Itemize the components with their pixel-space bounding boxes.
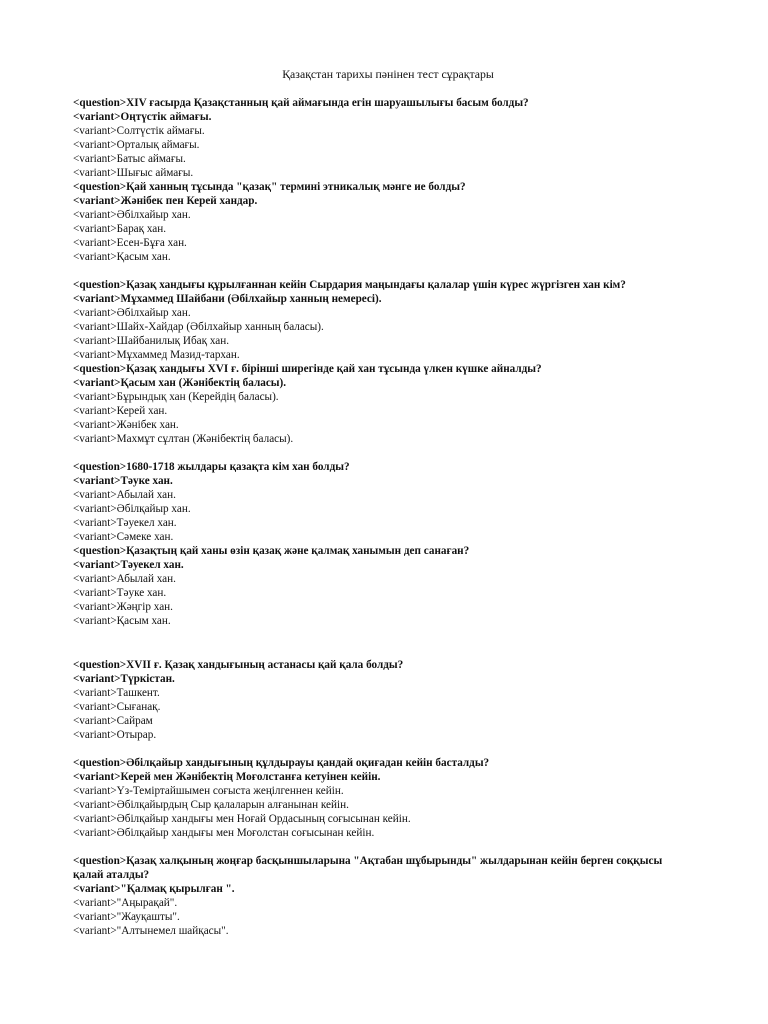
variant: <variant>Сәмеке хан. (73, 531, 174, 543)
variant: <variant>Әбілқайыр хан. (73, 503, 191, 515)
document-page (73, 66, 693, 938)
question-block (73, 180, 693, 264)
variant: <variant>Шығыс аймағы. (73, 167, 194, 179)
variant: <variant>Махмұт сұлтан (Жәнібектің баласы). (73, 433, 294, 445)
correct-answer: <variant>Тәуекел хан. (73, 559, 184, 571)
correct-answer: <variant>Жәнібек пен Керей хандар. (73, 195, 258, 207)
document-title: Қазақстан тарихы пәнінен тест сұрақтары (282, 67, 494, 81)
variant: <variant>Ташкент. (73, 687, 160, 699)
correct-answer: <variant>Керей мен Жәнібектің Моғолстанға кетуінен кейін. (73, 771, 381, 783)
variant: <variant>Әбілқайырдың Сыр қалаларын алғанынан кейін. (73, 799, 349, 811)
spacer (73, 742, 693, 756)
variant: <variant>Әбілқайыр хандығы мен Ноғай Ордасының соғысынан кейін. (73, 813, 411, 825)
variant: <variant>"Аңырақай". (73, 897, 178, 909)
variant: <variant>Әбілқайыр хандығы мен Моғолстан соғысынан кейін. (73, 827, 375, 839)
question-text: <question>Қай ханның тұсында "қазақ" термині этникалық мәнге ие болды? (73, 181, 466, 193)
variant: <variant>Сайрам (73, 715, 153, 727)
correct-answer: <variant>Мұхаммед Шайбани (Әбілхайыр ханның немересі). (73, 293, 382, 305)
spacer (73, 628, 693, 658)
variant: <variant>Мұхаммед Мазид-тархан. (73, 349, 240, 361)
question-block (73, 544, 693, 628)
spacer (73, 446, 693, 460)
variant: <variant>Қасым хан. (73, 251, 171, 263)
variant: <variant>Жәңгір хан. (73, 601, 173, 613)
question-text: <question>Қазақтың қай ханы өзін қазақ және қалмақ ханымын деп санаған? (73, 545, 470, 557)
variant: <variant>"Жауқашты". (73, 911, 180, 923)
question-text: <question>Қазақ хандығы құрылғаннан кейін Сырдария маңындағы қалалар үшін күрес жүргізген хан кім? (73, 279, 626, 291)
variant: <variant>Сығанақ. (73, 701, 161, 713)
variant: <variant>Абылай хан. (73, 489, 176, 501)
correct-answer: <variant>Тәуке хан. (73, 475, 173, 487)
correct-answer: <variant>Қасым хан (Жәнібектің баласы). (73, 377, 287, 389)
variant: <variant>Әбілхайыр хан. (73, 307, 191, 319)
variant: <variant>Керей хан. (73, 405, 168, 417)
question-text: <question>Қазақ хандығы XVI ғ. бірінші ширегінде қай хан тұсында үлкен күшке айналды? (73, 363, 542, 375)
question-block (73, 96, 693, 180)
variant: <variant>Шайх-Хайдар (Әбілхайыр ханның баласы). (73, 321, 324, 333)
correct-answer: <variant>Оңтүстік аймағы. (73, 111, 212, 123)
variant: <variant>Тәуекел хан. (73, 517, 177, 529)
variant: <variant>Үз-Темiртайшымен соғыста жеңілгеннен кейін. (73, 785, 344, 797)
spacer (73, 840, 693, 854)
question-block (73, 658, 693, 742)
variant: <variant>Қасым хан. (73, 615, 171, 627)
variant: <variant>Тәуке хан. (73, 587, 167, 599)
variant: <variant>Бұрындық хан (Керейдің баласы). (73, 391, 279, 403)
correct-answer: <variant>"Қалмақ қырылған ". (73, 883, 235, 895)
correct-answer: <variant>Түркістан. (73, 673, 175, 685)
variant: <variant>Шайбанилық Ибақ хан. (73, 335, 230, 347)
question-text: <question>Қазақ халқының жоңғар басқыншыларына "Ақтабан шұбырынды" жылдарынан кейін берген соққысы қалай аталды? (73, 855, 663, 881)
question-text: <question>1680-1718 жылдары қазақта кім хан болды? (73, 461, 350, 473)
variant: <variant>Есен-Бұға хан. (73, 237, 187, 249)
variant: <variant>Солтүстік аймағы. (73, 125, 205, 137)
question-block (73, 362, 693, 446)
variant: <variant>Жәнібек хан. (73, 419, 179, 431)
variant: <variant>Батыс аймағы. (73, 153, 186, 165)
variant: <variant>Әбілхайыр хан. (73, 209, 191, 221)
question-text: <question>XIV ғасырда Қазақстанның қай аймағында егін шаруашылығы басым болды? (73, 97, 529, 109)
variant: <variant>Абылай хан. (73, 573, 176, 585)
question-block (73, 460, 693, 544)
variant: <variant>"Алтынемел шайқасы". (73, 925, 229, 937)
question-text: <question>Әбілқайыр хандығының құлдырауы қандай оқиғадан кейін басталды? (73, 757, 490, 769)
variant: <variant>Орталық аймағы. (73, 139, 200, 151)
variant: <variant>Отырар. (73, 729, 157, 741)
variant: <variant>Барақ хан. (73, 223, 167, 235)
question-block (73, 854, 693, 938)
spacer (73, 264, 693, 278)
question-block (73, 278, 693, 362)
question-block (73, 756, 693, 840)
question-text: <question>XVII ғ. Қазақ хандығының астанасы қай қала болды? (73, 659, 404, 671)
